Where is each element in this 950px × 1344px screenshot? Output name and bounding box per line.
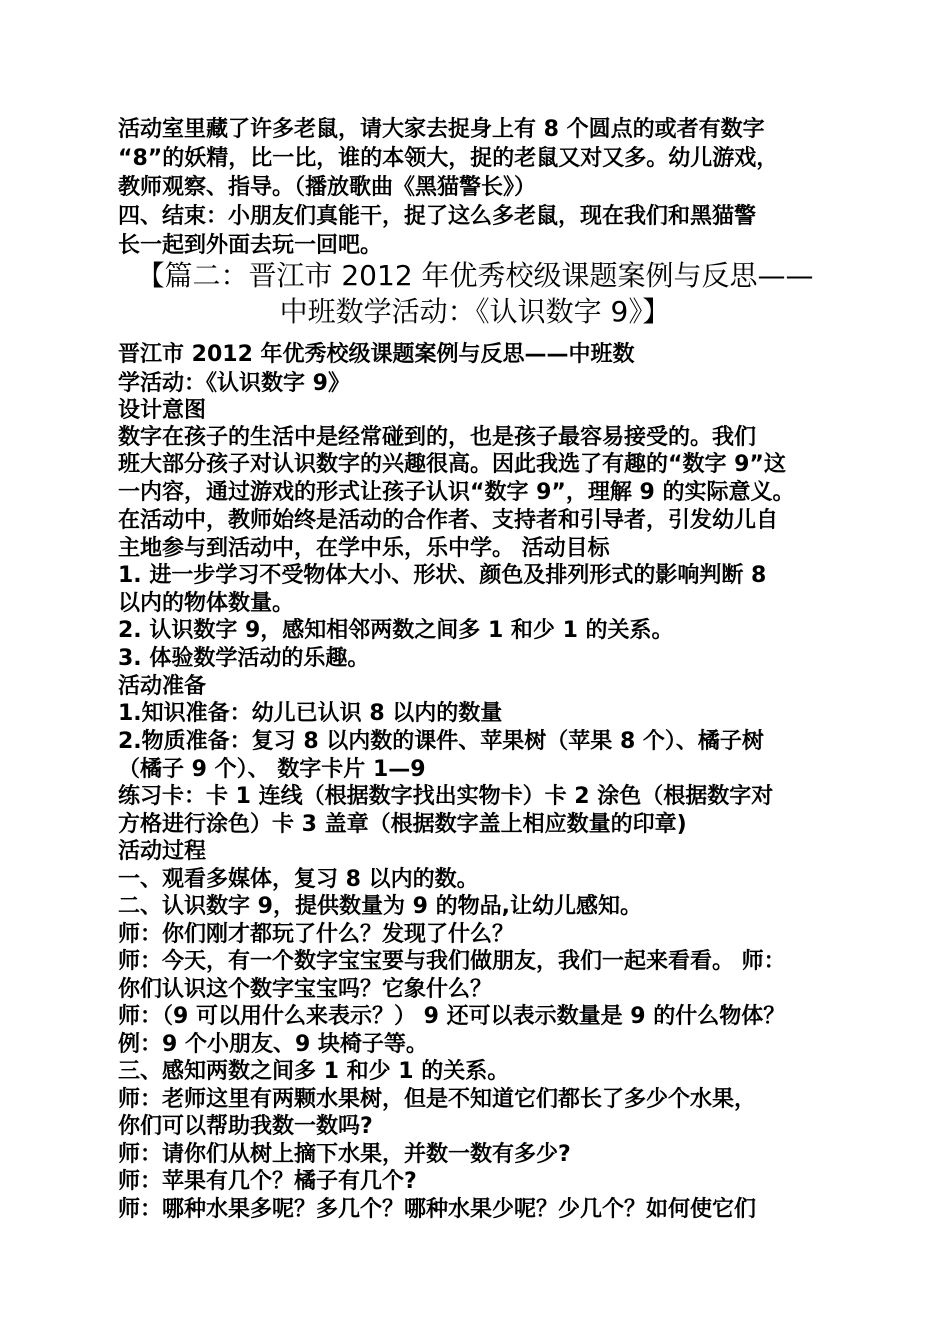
- text-line: 师：今天，有一个数字宝宝要与我们做朋友，我们一起来看看。 师：: [118, 949, 786, 974]
- text-line: 四、结束：小朋友们真能干，捉了这么多老鼠，现在我们和黑猫警: [118, 204, 757, 229]
- text-line: 师：请你们从树上摘下水果，并数一数有多少?: [118, 1142, 571, 1167]
- section-heading: 中班数学活动：《认识数字 9》】: [279, 295, 671, 328]
- text-line: 主地参与到活动中，在学中乐，乐中学。 活动目标: [118, 536, 610, 561]
- text-line: 师：苹果有几个？橘子有几个?: [118, 1169, 417, 1194]
- text-line: 你们认识这个数字宝宝吗？它象什么？: [118, 977, 493, 1002]
- text-line: 活动准备: [118, 674, 207, 699]
- text-line: 以内的物体数量。: [118, 591, 295, 616]
- text-line: 2. 认识数字 9，感知相邻两数之间多 1 和少 1 的关系。: [118, 618, 674, 643]
- text-line: 方格进行涂色）卡 3 盖章（根据数字盖上相应数量的印章): [118, 812, 687, 837]
- text-line: 师：你们刚才都玩了什么？发现了什么？: [118, 922, 515, 947]
- text-line: （橘子 9 个）、 数字卡片 1—9: [118, 757, 426, 782]
- text-line: 1. 进一步学习不受物体大小、形状、颜色及排列形式的影响判断 8: [118, 563, 767, 588]
- text-line: 1.知识准备：幼儿已认识 8 以内的数量: [118, 701, 503, 726]
- text-line: 在活动中，教师始终是活动的合作者、支持者和引导者，引发幼儿自: [118, 508, 779, 533]
- text-line: 练习卡：卡 1 连线（根据数字找出实物卡）卡 2 涂色（根据数字对: [118, 784, 774, 809]
- text-line: 师：哪种水果多呢？多几个？哪种水果少呢？少几个？如何使它们: [118, 1197, 757, 1222]
- text-line: 班大部分孩子对认识数字的兴趣很高。因此我选了有趣的“数字 9”这: [118, 452, 786, 477]
- text-line: 教师观察、指导。（播放歌曲《黑猫警长》）: [118, 175, 537, 200]
- text-line: 师：老师这里有两颗水果树，但是不知道它们都长了多少个水果，: [118, 1087, 757, 1112]
- text-line: 二、认识数字 9，提供数量为 9 的物品,让幼儿感知。: [118, 894, 642, 919]
- text-line: 一、观看多媒体，复习 8 以内的数。: [118, 867, 479, 892]
- text-line: 设计意图: [118, 398, 207, 423]
- text-line: 师：（9 可以用什么来表示？） 9 还可以表示数量是 9 的什么物体？: [118, 1004, 786, 1029]
- text-line: 活动室里藏了许多老鼠，请大家去捉身上有 8 个圆点的或者有数字: [118, 117, 765, 142]
- text-line: 活动过程: [118, 839, 207, 864]
- section-heading: 【篇二：晋江市 2012 年优秀校级课题案例与反思——: [136, 259, 814, 292]
- text-line: 一内容，通过游戏的形式让孩子认识“数字 9”，理解 9 的实际意义。: [118, 480, 795, 505]
- text-line: 2.物质准备：复习 8 以内数的课件、苹果树（苹果 8 个）、橘子树: [118, 729, 764, 754]
- text-line: 例：9 个小朋友、9 块椅子等。: [118, 1032, 428, 1057]
- text-line: 数字在孩子的生活中是经常碰到的，也是孩子最容易接受的。我们: [118, 425, 757, 450]
- text-line: 学活动：《认识数字 9》: [118, 371, 350, 396]
- text-line: 你们可以帮助我数一数吗?: [118, 1114, 373, 1139]
- text-line: 三、感知两数之间多 1 和少 1 的关系。: [118, 1059, 510, 1084]
- text-line: 3. 体验数学活动的乐趣。: [118, 646, 370, 671]
- text-line: 长一起到外面去玩一回吧。: [118, 233, 383, 258]
- text-line: “8”的妖精，比一比，谁的本领大，捉的老鼠又对又多。幼儿游戏，: [118, 146, 779, 171]
- text-line: 晋江市 2012 年优秀校级课题案例与反思——中班数: [118, 342, 635, 367]
